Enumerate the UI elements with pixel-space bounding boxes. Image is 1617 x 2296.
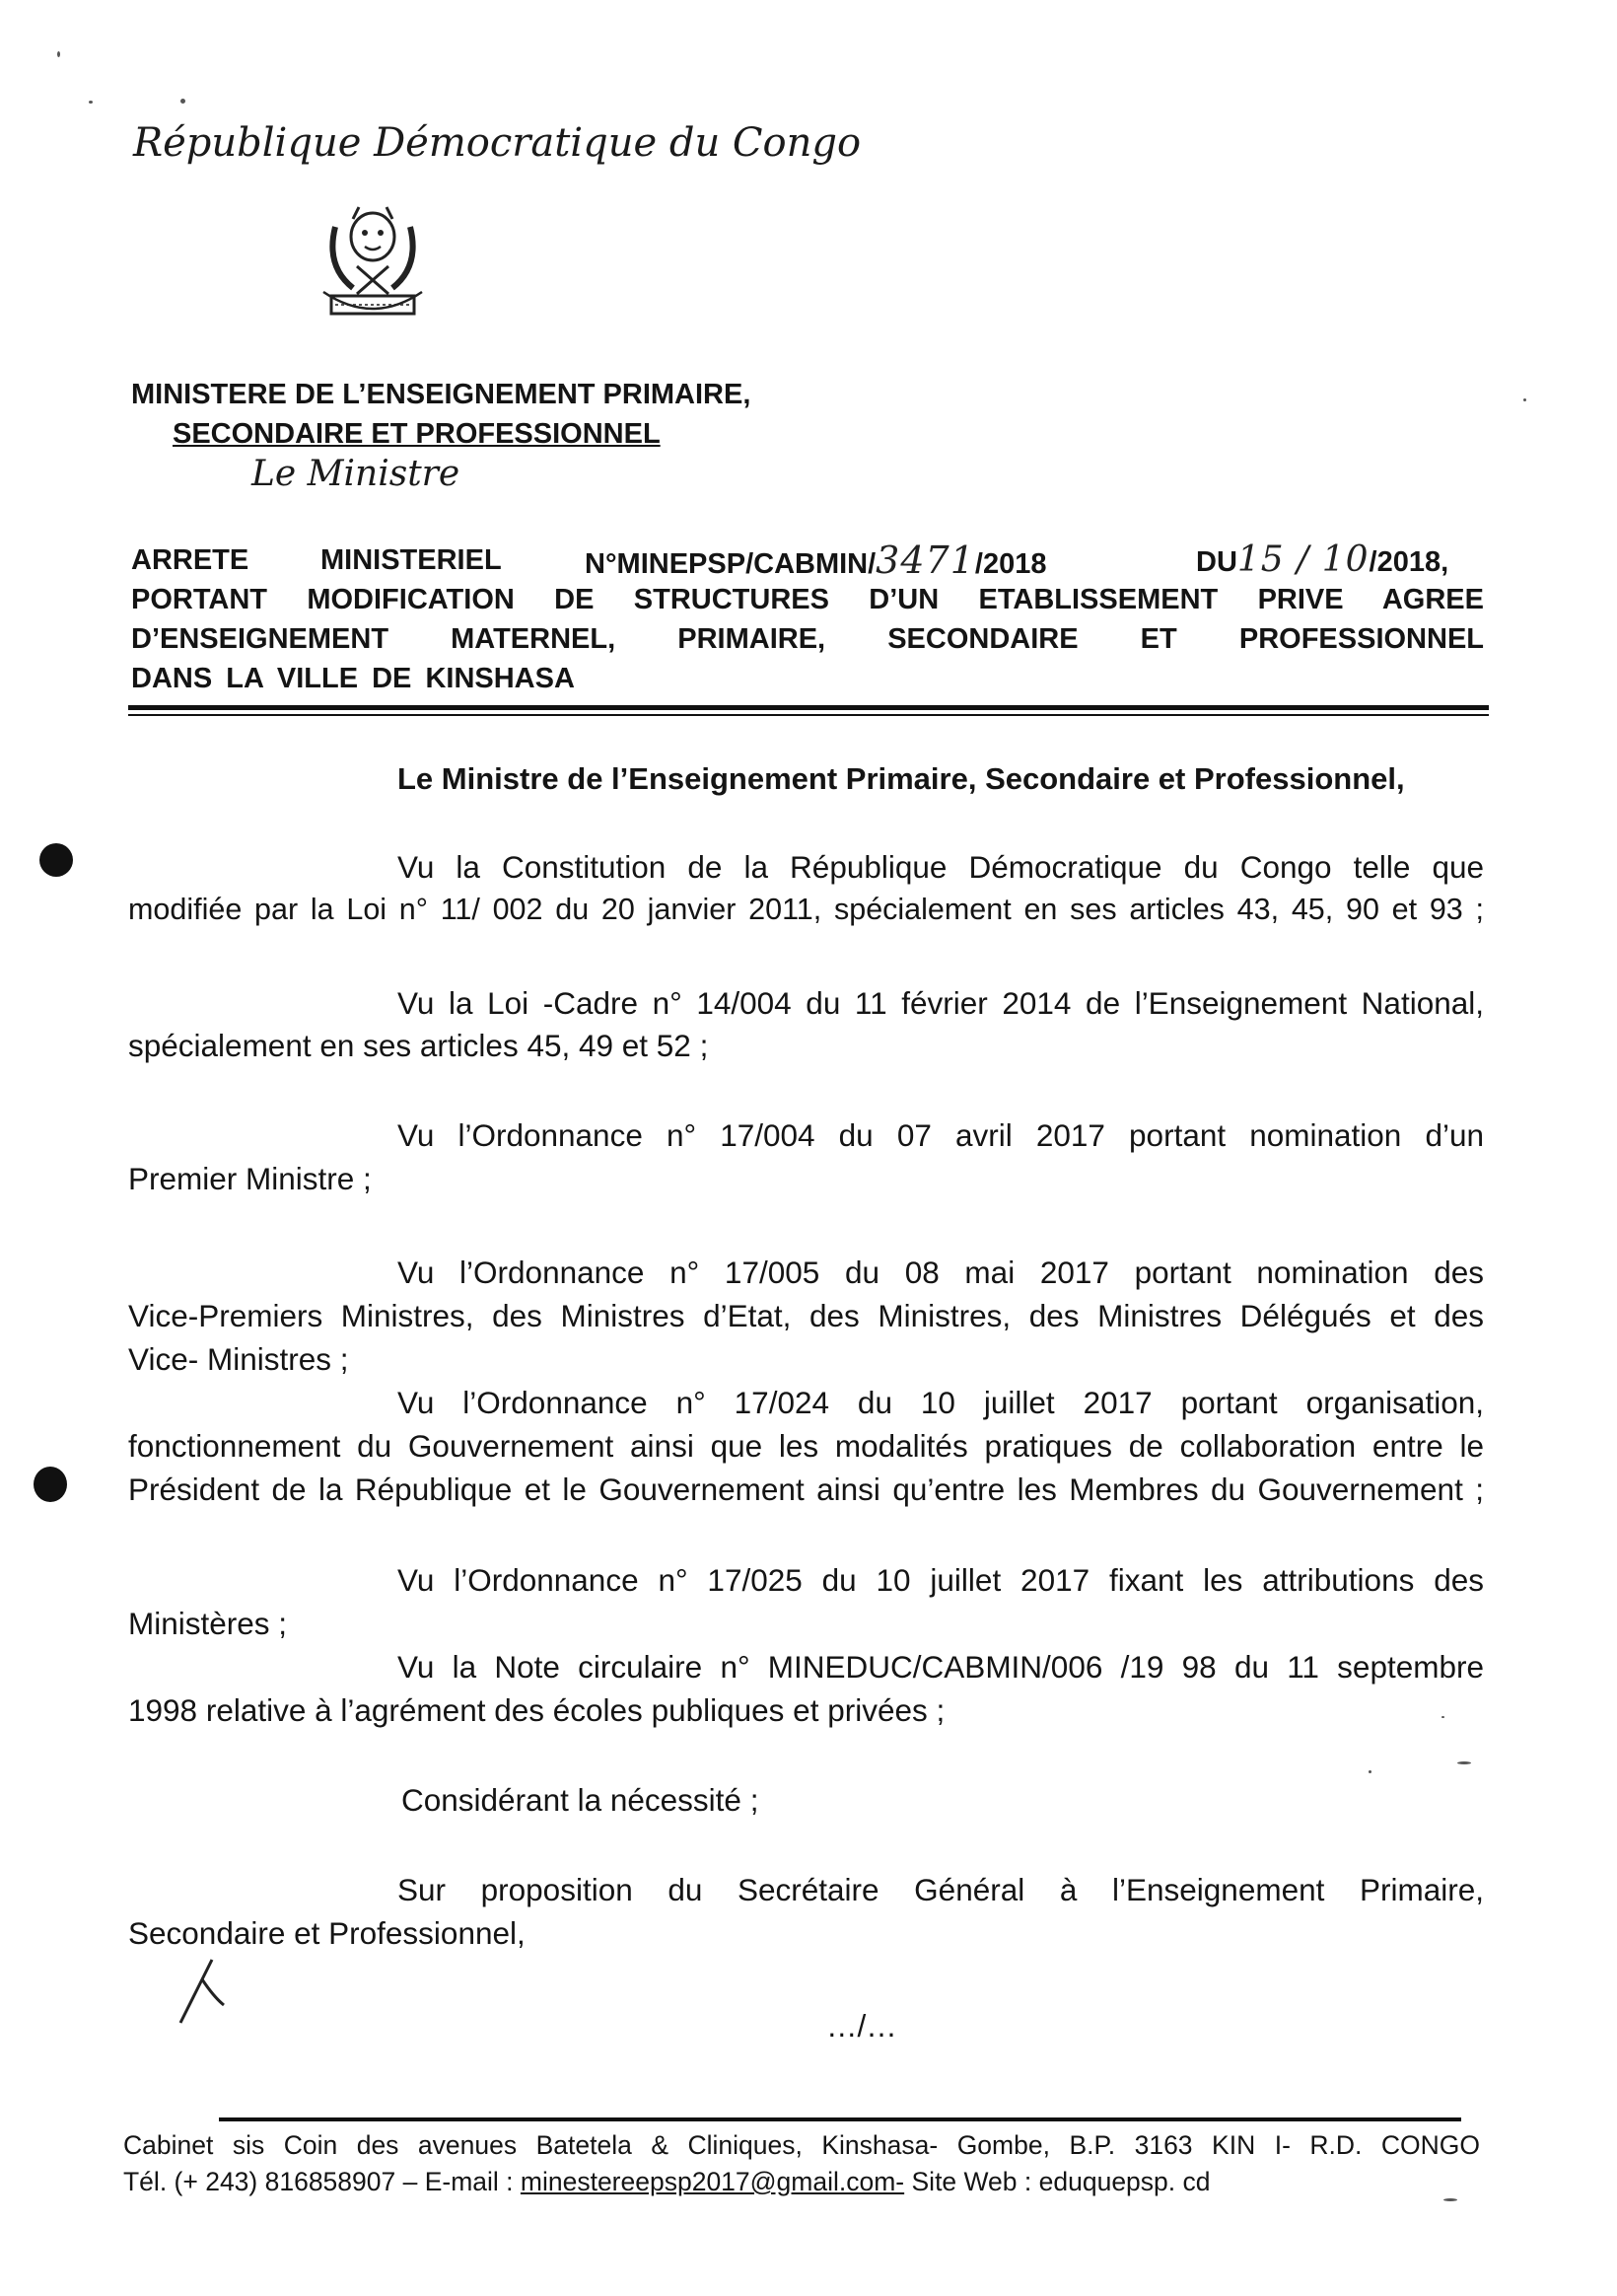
paragraph-ordonnance-005-line3: Vice- Ministres ; (128, 1341, 349, 1377)
paragraph-constitution-line2: modifiée par la Loi n° 11/ 002 du 20 janvier 2011, spécialement en ses articles 43, 45, 90 et 93 ; (128, 893, 1484, 926)
coat-of-arms-emblem (314, 197, 432, 325)
paragraph-ordonnance-024-line2: fonctionnement du Gouvernement ainsi que les modalités pratiques de collaboration entre le (128, 1428, 1484, 1464)
paragraph-ordonnance-025-line1: Vu l’Ordonnance n° 17/025 du 10 juillet 2017 fixant les attributions des (397, 1562, 1484, 1598)
footer-website: Site Web : eduquepsp. cd (904, 2167, 1211, 2196)
scan-speck (180, 99, 185, 104)
paragraph-ordonnance-004-line1: Vu l’Ordonnance n° 17/004 du 07 avril 2017 portant nomination d’un (397, 1117, 1484, 1153)
punch-hole-top (39, 843, 73, 877)
paragraph-ordonnance-024-line1: Vu l’Ordonnance n° 17/024 du 10 juillet 2017 portant organisation, (397, 1385, 1484, 1420)
scan-speck (1441, 1716, 1444, 1718)
republic-heading: République Démocratique du Congo (133, 120, 862, 166)
paragraph-loi-cadre-line2: spécialement en ses articles 45, 49 et 52 ; (128, 1028, 709, 1063)
minister-heading: Le Ministre de l’Enseignement Primaire, Secondaire et Professionnel, (397, 761, 1405, 796)
title-line4: DANS LA VILLE DE KINSHASA (131, 663, 575, 694)
title-divider-thin (128, 714, 1489, 716)
scan-speck (1457, 1761, 1471, 1764)
footer-divider (219, 2117, 1461, 2121)
scan-speck (1369, 1770, 1371, 1773)
le-ministre-label: Le Ministre (251, 454, 460, 494)
number-prefix: N°MINEPSP/CABMIN/ (585, 548, 877, 580)
handwritten-number: 3471 (876, 538, 975, 582)
ministry-name-line2: SECONDAIRE ET PROFESSIONNEL (173, 418, 661, 450)
arrete-title (131, 540, 1484, 580)
footer-contact (123, 2164, 1211, 2199)
handwritten-initial-mark (173, 1958, 232, 2027)
paragraph-ordonnance-004-line2: Premier Ministre ; (128, 1161, 372, 1196)
paragraph-ordonnance-005-line1: Vu l’Ordonnance n° 17/005 du 08 mai 2017 portant nomination des (397, 1255, 1484, 1290)
paragraph-note-circulaire-line2: 1998 relative à l’agrément des écoles publiques et privées ; (128, 1692, 946, 1728)
scan-speck (1443, 2198, 1457, 2201)
scan-speck (1523, 398, 1526, 401)
arrete-word: ARRETE (131, 544, 249, 576)
title-line2: PORTANT MODIFICATION DE STRUCTURES D’UN ETABLISSEMENT PRIVE AGREE (131, 584, 1484, 615)
paragraph-ordonnance-025-line2: Ministères ; (128, 1606, 288, 1641)
footer-address: Cabinet sis Coin des avenues Batetela & Cliniques, Kinshasa- Gombe, B.P. 3163 KIN I- R.D. CONGO (123, 2130, 1480, 2160)
du-word: DU (1196, 546, 1237, 578)
paragraph-loi-cadre-line1: Vu la Loi -Cadre n° 14/004 du 11 février 2014 de l’Enseignement National, (397, 985, 1484, 1021)
paragraph-proposition-line1: Sur proposition du Secrétaire Général à l’Enseignement Primaire, (397, 1872, 1484, 1907)
punch-hole-bottom (34, 1467, 67, 1502)
title-line3: D’ENSEIGNEMENT MATERNEL, PRIMAIRE, SECONDAIRE ET PROFESSIONNEL (131, 623, 1484, 655)
number-suffix: /2018 (974, 548, 1047, 580)
paragraph-ordonnance-005-line2: Vice-Premiers Ministres, des Ministres d’Etat, des Ministres, des Ministres Délégués et des (128, 1298, 1484, 1333)
scan-speck (57, 51, 60, 57)
footer-email-link[interactable]: minestereepsp2017@gmail.com- (520, 2167, 905, 2196)
paragraph-proposition-line2: Secondaire et Professionnel, (128, 1915, 526, 1951)
paragraph-considerant: Considérant la nécessité ; (401, 1782, 759, 1818)
ministry-name-line1: MINISTERE DE L’ENSEIGNEMENT PRIMAIRE, (131, 379, 751, 410)
paragraph-ordonnance-024-line3: Président de la République et le Gouvernement ainsi qu’entre les Membres du Gouvernement ; (128, 1471, 1484, 1507)
paragraph-constitution-line1: Vu la Constitution de la République Démocratique du Congo telle que (397, 849, 1484, 885)
ministeriel-word: MINISTERIEL (320, 544, 502, 576)
handwritten-date: 15 / 10 (1236, 539, 1370, 580)
continuation-marker: …/… (826, 2008, 897, 2044)
arrete-date (1196, 540, 1448, 582)
date-suffix: /2018, (1369, 546, 1449, 578)
scan-speck (89, 101, 93, 104)
title-divider (128, 705, 1489, 710)
paragraph-note-circulaire-line1: Vu la Note circulaire n° MINEDUC/CABMIN/006 /19 98 du 11 septembre (397, 1649, 1484, 1685)
arrete-number (585, 540, 1046, 584)
footer-telephone: Tél. (+ 243) 816858907 – E-mail : (123, 2167, 521, 2196)
